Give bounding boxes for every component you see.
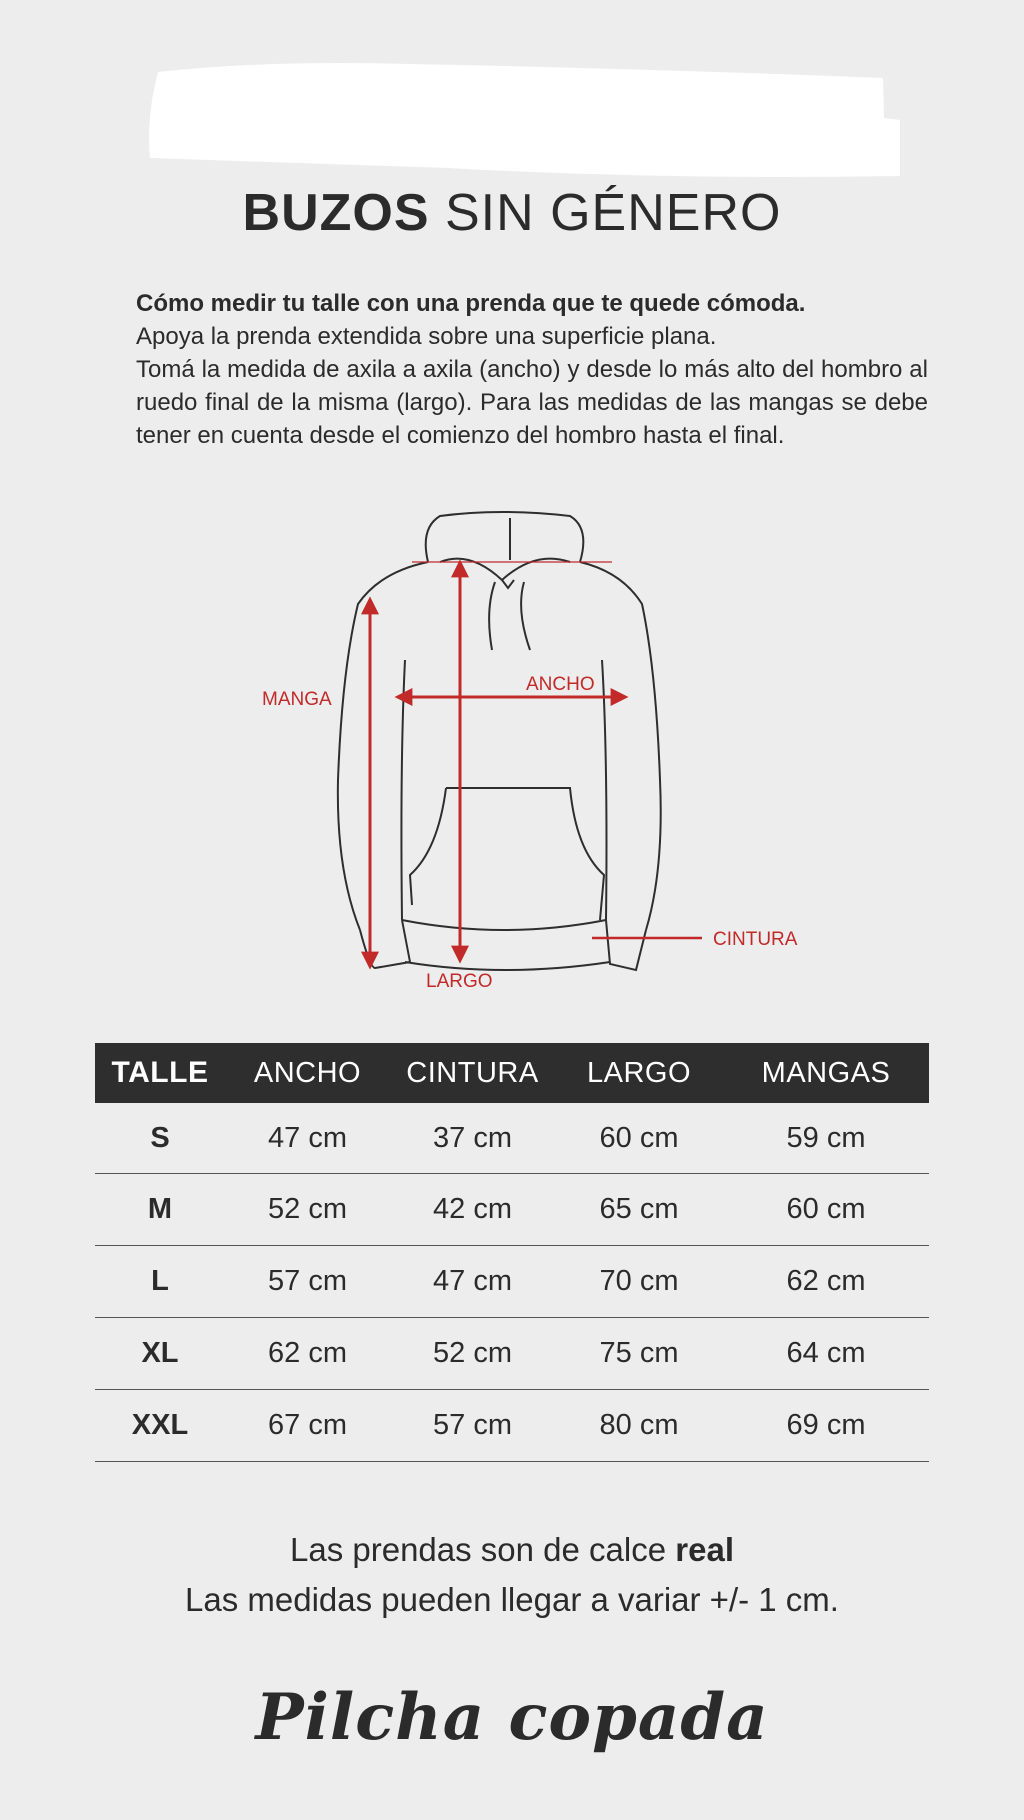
- cell-ancho: 67 cm: [225, 1390, 390, 1462]
- cell-mangas: 69 cm: [723, 1390, 929, 1462]
- label-manga: MANGA: [262, 689, 332, 710]
- cell-ancho: 57 cm: [225, 1246, 390, 1318]
- size-table-header: [95, 1043, 929, 1103]
- cell-cintura: 57 cm: [390, 1390, 555, 1462]
- table-row: [95, 1103, 929, 1174]
- cell-cintura: 37 cm: [390, 1103, 555, 1174]
- cell-size: L: [95, 1246, 225, 1318]
- cell-largo: 70 cm: [555, 1246, 723, 1318]
- fit-note-bold: real: [675, 1531, 734, 1568]
- cell-size: XL: [95, 1318, 225, 1390]
- cell-ancho: 52 cm: [225, 1174, 390, 1246]
- fit-notes: [0, 1525, 1024, 1625]
- cell-mangas: 62 cm: [723, 1246, 929, 1318]
- cell-cintura: 42 cm: [390, 1174, 555, 1246]
- hoodie-outline-icon: [338, 512, 661, 970]
- cell-largo: 65 cm: [555, 1174, 723, 1246]
- instructions-line-2: Tomá la medida de axila a axila (ancho) y desde lo más alto del hombro al ruedo final de la misma (largo). Para las medidas de las mangas se debe tener en cuenta desde el comienzo del hombro hasta el final.: [136, 356, 928, 449]
- header-cintura: CINTURA: [406, 1056, 539, 1089]
- cell-size: M: [95, 1174, 225, 1246]
- instructions-line-1: Apoya la prenda extendida sobre una superficie plana.: [136, 323, 717, 350]
- cell-mangas: 64 cm: [723, 1318, 929, 1390]
- title-bold: BUZOS: [242, 184, 430, 242]
- cell-ancho: 47 cm: [225, 1103, 390, 1174]
- cell-largo: 80 cm: [555, 1390, 723, 1462]
- label-largo: LARGO: [426, 971, 493, 992]
- page-title: [0, 183, 1024, 243]
- cell-size: XXL: [95, 1390, 225, 1462]
- instructions-lead: Cómo medir tu talle con una prenda que te quede cómoda.: [136, 290, 806, 317]
- table-row: [95, 1318, 929, 1390]
- cell-mangas: 59 cm: [723, 1103, 929, 1174]
- title-light: SIN GÉNERO: [444, 184, 782, 242]
- cell-largo: 60 cm: [555, 1103, 723, 1174]
- redaction-block: [148, 58, 900, 178]
- header-largo: LARGO: [586, 1056, 692, 1089]
- cell-largo: 75 cm: [555, 1318, 723, 1390]
- header-talle: TALLE: [111, 1056, 209, 1089]
- fit-note: [0, 1525, 1024, 1575]
- fit-note-prefix: Las prendas son de calce: [290, 1531, 676, 1568]
- table-row: [95, 1390, 929, 1462]
- header-ancho: ANCHO: [253, 1056, 362, 1089]
- brand-logo: Pilcha copada: [255, 1680, 769, 1755]
- hoodie-diagram: [240, 500, 820, 1000]
- label-cintura: CINTURA: [713, 929, 798, 950]
- cell-mangas: 60 cm: [723, 1174, 929, 1246]
- variation-note: Las medidas pueden llegar a variar +/- 1 cm.: [185, 1581, 839, 1618]
- measuring-instructions: [136, 287, 928, 452]
- cell-cintura: 47 cm: [390, 1246, 555, 1318]
- label-ancho: ANCHO: [526, 674, 595, 695]
- size-table: [95, 1043, 929, 1462]
- cell-ancho: 62 cm: [225, 1318, 390, 1390]
- cell-size: S: [95, 1103, 225, 1174]
- table-row: [95, 1246, 929, 1318]
- cell-cintura: 52 cm: [390, 1318, 555, 1390]
- table-row: [95, 1174, 929, 1246]
- header-mangas: MANGAS: [761, 1056, 891, 1089]
